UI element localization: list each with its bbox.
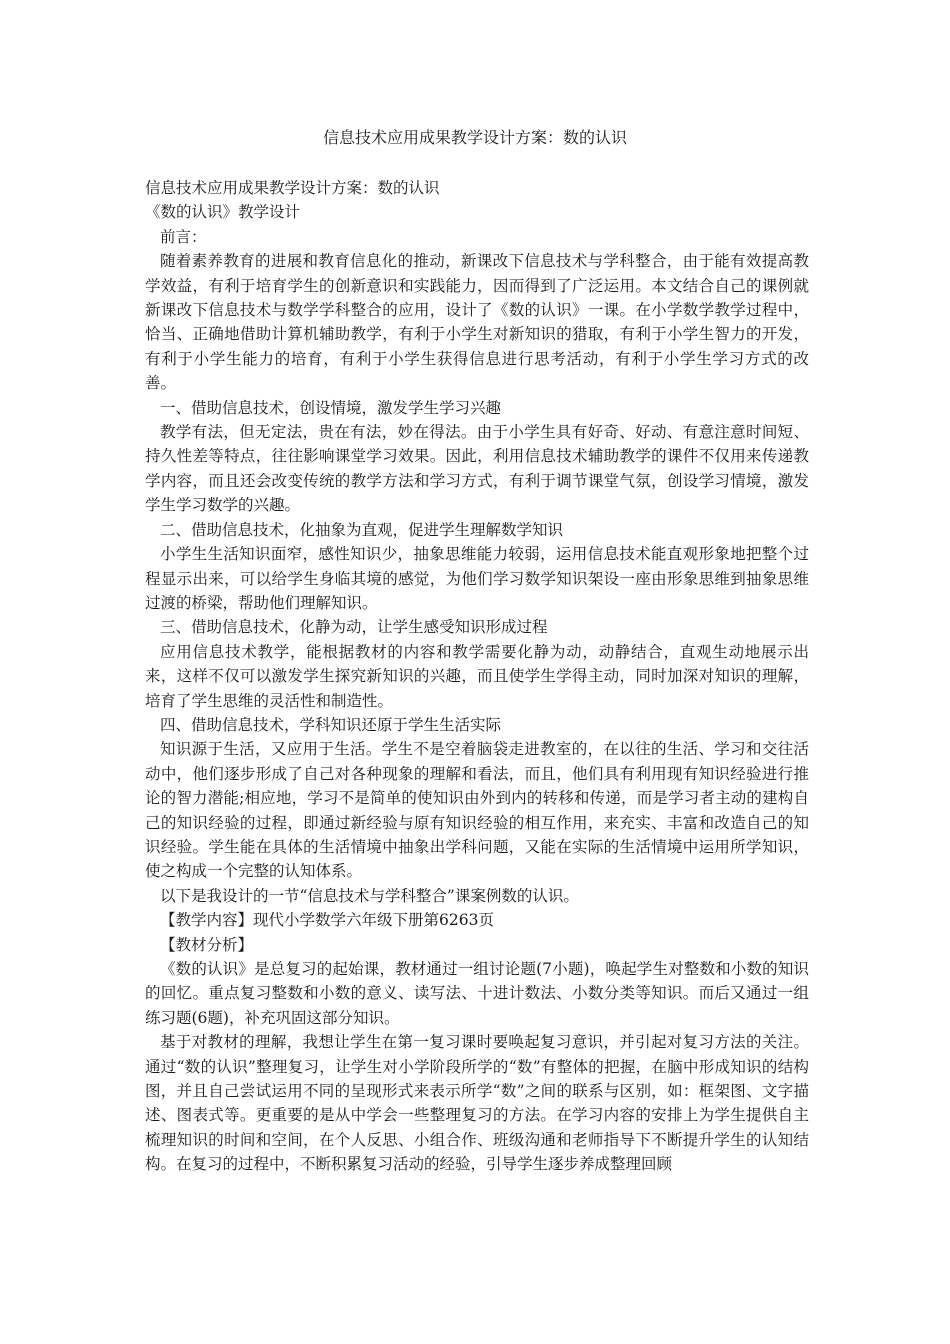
paragraph: 知识源于生活，又应用于生活。学生不是空着脑袋走进教室的，在以往的生活、学习和交往活动中，他们逐步形成了自己对各种现象的理解和看法，而且，他们具有利用现有知识经验进行推论的智力潜能;相应地，学习不是简单的使知识由外到内的转移和传递，而是学习者主动的建构自己的知识经验的过程，即通过新经验与原有知识经验的相互作用，来充实、丰富和改造自己的知识经验。学生能在具体的生活情境中抽象出学科问题，又能在实际的生活情境中运用所学知识，使之构成一个完整的认知体系。 [145,740,809,881]
paragraph: 小学生生活知识面窄，感性知识少，抽象思维能力较弱，运用信息技术能直观形象地把整个过程显示出来，可以给学生身临其境的感觉，为他们学习数学知识架设一座由形象思维到抽象思维过渡的桥梁，帮助他们理解知识。 [145,545,809,612]
paragraph: 二、借助信息技术，化抽象为直观，促进学生理解数学知识 [160,520,564,539]
paragraph: 三、借助信息技术，化静为动，让学生感受知识形成过程 [160,618,548,637]
paragraph: 前言： [160,227,207,246]
paragraph: 四、借助信息技术，学科知识还原于学生生活实际 [160,715,502,734]
paragraph: 教学有法，但无定法，贵在有法，妙在得法。由于小学生具有好奇、好动、有意注意时间短、持久性差等特点，往往影响课堂学习效果。因此，利用信息技术辅助教学的课件不仅用来传递教学内容，而且还会改变传统的教学方法和学习方式，有利于调节课堂气氛，创设学习情境，激发学生学习数学的兴趣。 [145,423,809,515]
paragraph: 应用信息技术教学，能根据教材的内容和教学需要化静为动，动静结合，直观生动地展示出来，这样不仅可以激发学生探究新知识的兴趣，而且使学生学得主动，同时加深对知识的理解，培育了学生思维的灵活性和制造性。 [145,642,809,710]
document-body [145,176,809,1177]
paragraph: 一、借助信息技术，创设情境，激发学生学习兴趣 [160,398,502,417]
paragraph: 《数的认识》是总复习的起始课，教材通过一组讨论题(7小题)，唤起学生对整数和小数的知识的回忆。重点复习整数和小数的意义、读写法、十进计数法、小数分类等知识。而后又通过一组练习题(6题)，补充巩固这部分知识。 [145,960,809,1027]
document-title: 信息技术应用成果教学设计方案：数的认识 [322,128,627,147]
paragraph: 《数的认识》教学设计 [145,203,301,222]
paragraph: 【教学内容】现代小学数学六年级下册第6263页 [160,911,494,930]
paragraph: 【教材分析】 [160,935,254,954]
paragraph: 基于对教材的理解，我想让学生在第一复习课时要唤起复习意识，并引起对复习方法的关注。通过“数的认识”整理复习，让学生对小学阶段所学的“数”有整体的把握，在脑中形成知识的结构图，并且自己尝试运用不同的呈现形式来表示所学“数”之间的联系与区别，如：框架图、文字描述、图表式等。更重要的是从中学会一些整理复习的方法。在学习内容的安排上为学生提供自主梳理知识的时间和空间，在个人反思、小组合作、班级沟通和老师指导下不断提升学生的认知结构。在复习的过程中，不断积累复习活动的经验，引导学生逐步养成整理回顾 [145,1033,809,1174]
paragraph: 以下是我设计的一节“信息技术与学科整合”课案例数的认识。 [160,886,579,905]
paragraph: 随着素养教育的进展和教育信息化的推动，新课改下信息技术与学科整合，由于能有效提高教学效益，有利于培育学生的创新意识和实践能力，因而得到了广泛运用。本文结合自己的课例就新课改下信息技术与数学学科整合的应用，设计了《数的认识》一课。在小学数学教学过程中，恰当、正确地借助计算机辅助教学，有利于小学生对新知识的猎取，有利于小学生智力的开发，有利于小学生能力的培育，有利于小学生获得信息进行思考活动，有利于小学生学习方式的改善。 [145,252,809,393]
paragraph: 信息技术应用成果教学设计方案：数的认识 [145,179,440,197]
